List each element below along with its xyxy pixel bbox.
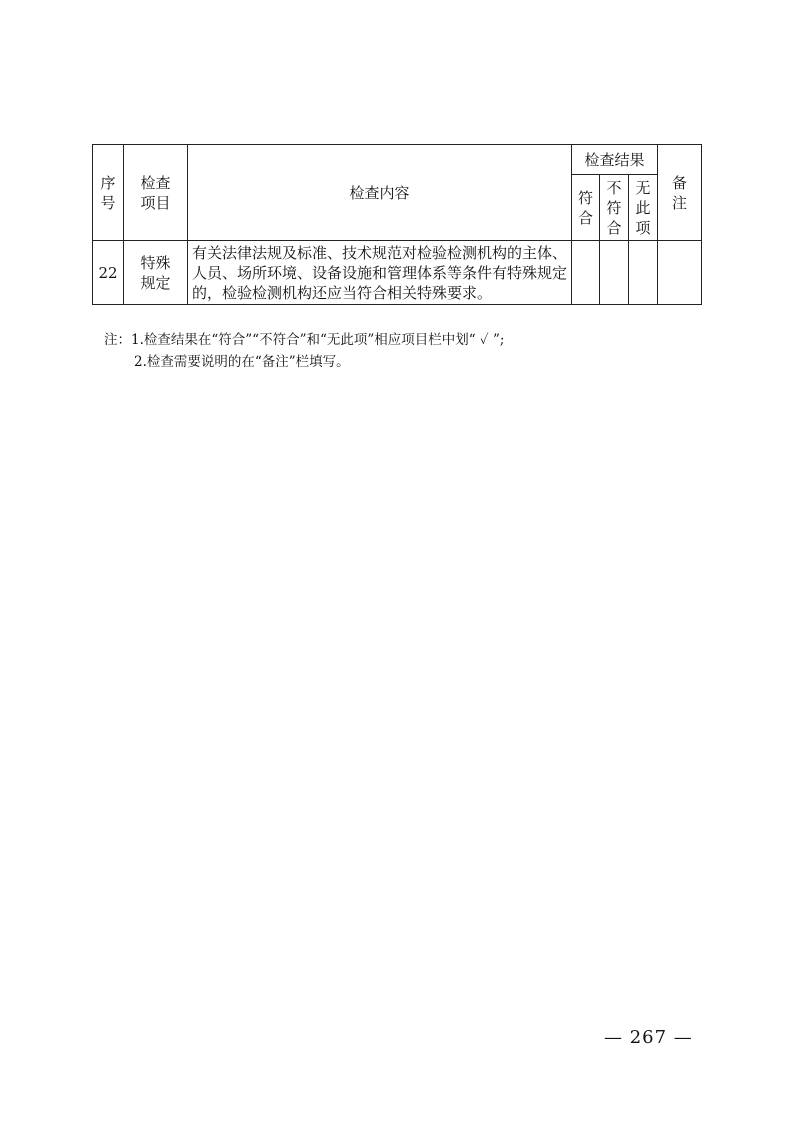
row-remark-cell [658, 241, 702, 305]
header-result-na: 无此项 [629, 175, 658, 241]
inspection-table [92, 144, 702, 305]
note-line-1: 注：1.检查结果在“符合”“不符合”和“无此项”相应项目栏中划“ ✓ ”; [104, 332, 505, 348]
page-number: — 267 — [604, 1027, 693, 1048]
row-content: 有关法律法规及标准、技术规范对检验检测机构的主体、人员、场所环境、设备设施和管理体系等条件有特殊规定的，检验检测机构还应当符合相关特殊要求。 [188, 241, 572, 305]
note-line-2: 2.检查需要说明的在“备注”栏填写。 [134, 354, 350, 370]
header-seq: 序号 [93, 145, 124, 241]
notes [104, 329, 704, 373]
header-content: 检查内容 [188, 145, 572, 241]
header-result: 检查结果 [572, 145, 658, 175]
row-conform-cell [572, 241, 600, 305]
row-na-cell [629, 241, 658, 305]
header-result-conform: 符合 [572, 175, 600, 241]
header-item: 检查项目 [124, 145, 188, 241]
row-item: 特殊规定 [124, 241, 188, 305]
header-remark: 备注 [658, 145, 702, 241]
row-nonconform-cell [600, 241, 629, 305]
row-seq: 22 [93, 241, 124, 305]
header-result-nonconform: 不符合 [600, 175, 629, 241]
table-row [93, 241, 702, 305]
